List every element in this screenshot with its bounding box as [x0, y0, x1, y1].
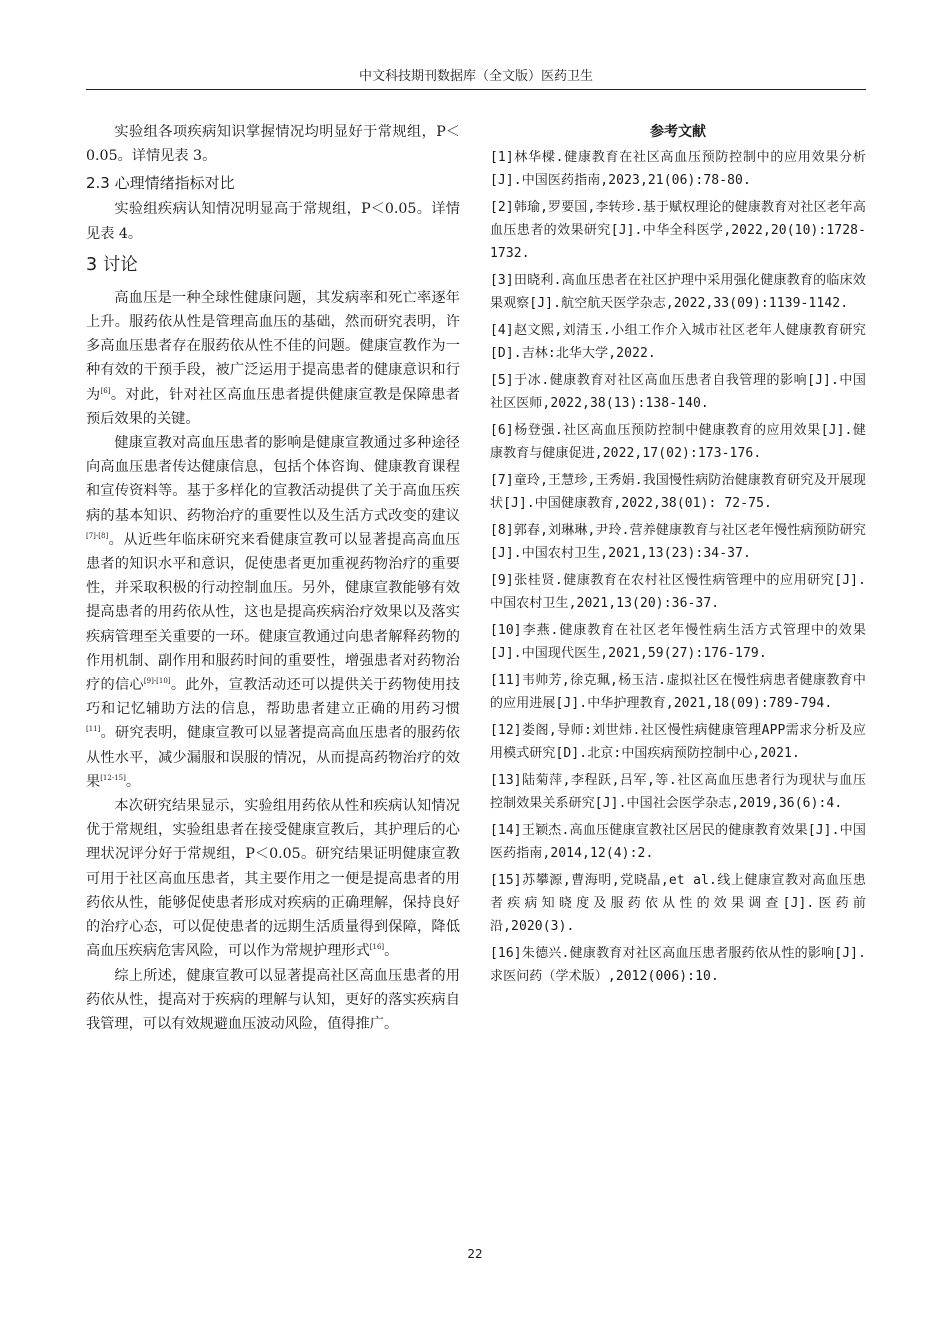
- discussion-paragraph-2: 健康宣教对高血压患者的影响是健康宣教通过多种途径向高血压患者传达健康信息，包括个体咨询、健康教育课程和宣传资料等。基于多样化的宣教活动提供了关于高血压疾病的基本知识、药物治疗的重要性以及生活方式改变的建议[7]-[8]。从近些年临床研究来看健康宣教可以显著提高高血压患者的知识水平和意识，促使患者更加重视药物治疗的重要性，并采取积极的行动控制血压。另外，健康宣教能够有效提高患者的用药依从性，这也是提高疾病治疗效果以及落实疾病管理至关重要的一环。健康宣教通过向患者解释药物的作用机制、副作用和服药时间的重要性，增强患者对药物治疗的信心[9]-[10]。此外，宣教活动还可以提供关于药物使用技巧和记忆辅助方法的信息，帮助患者建立正确的用药习惯[11]。研究表明，健康宣教可以显著提高高血压患者的服药依从性水平，减少漏服和误服的情况，从而提高药物治疗的效果[12-15]。: [86, 435, 460, 790]
- reference-item: [10]李燕.健康教育在社区老年慢性病生活方式管理中的效果[J].中国现代医生,2021,59(27):176-179.: [490, 623, 866, 661]
- discussion-paragraph-3: 本次研究结果显示，实验组用药依从性和疾病认知情况优于常规组，实验组患者在接受健康宣教后，其护理后的心理状况评分好于常规组，P＜0.05。研究结果证明健康宣教可用于社区高血压患者，其主要作用之一便是提高患者的用药依从性，能够促使患者形成对疾病的正确理解，保持良好的治疗心态，可以促使患者的远期生活质量得到保障，降低高血压疾病危害风险，可以作为常规护理形式[16]。: [86, 798, 460, 960]
- reference-item: [8]郭春,刘琳琳,尹玲.营养健康教育与社区老年慢性病预防研究[J].中国农村卫生,2021,13(23):34-37.: [490, 523, 866, 561]
- reference-item: [13]陆菊萍,李程跃,吕军,等.社区高血压患者行为现状与血压控制效果关系研究[J].中国社会医学杂志,2019,36(6):4.: [490, 773, 866, 811]
- discussion-paragraph-1: 高血压是一种全球性健康问题，其发病率和死亡率逐年上升。服药依从性是管理高血压的基础，然而研究表明，许多高血压患者存在服药依从性不佳的问题。健康宣教作为一种有效的干预手段，被广泛运用于提高患者的健康意识和行为[6]。对此，针对社区高血压患者提供健康宣教是保障患者预后效果的关键。: [86, 289, 460, 427]
- header-divider: [86, 89, 866, 90]
- citation: [9]-[10]: [143, 677, 171, 686]
- section-heading-2-3: 2.3 心理情绪指标对比: [86, 174, 235, 193]
- conclusion-paragraph: 综上所述，健康宣教可以显著提高社区高血压患者的用药依从性，提高对于疾病的理解与认知，更好的落实疾病自我管理，可以有效规避血压波动风险，值得推广。: [86, 967, 460, 1032]
- reference-item: [4]赵文熙,刘清玉.小组工作介入城市社区老年人健康教育研究[D].吉林:北华大学,2022.: [490, 323, 866, 361]
- reference-item: [3]田晓利.高血压患者在社区护理中采用强化健康教育的临床效果观察[J].航空航天医学杂志,2022,33(09):1139-1142.: [490, 273, 866, 311]
- references-column: [490, 122, 866, 992]
- citation: [6]: [100, 386, 111, 395]
- reference-item: [16]朱德兴.健康教育对社区高血压患者服药依从性的影响[J].求医问药（学术版）,2012(006):10.: [490, 946, 866, 984]
- reference-item: [12]娄阁,导师:刘世炜.社区慢性病健康管理APP需求分析及应用模式研究[D].北京:中国疾病预防控制中心,2021.: [490, 723, 866, 761]
- section-heading-3: 3 讨论: [86, 254, 138, 275]
- reference-item: [15]苏攀源,曹海明,党晓晶,et al.线上健康宣教对高血压患者疾病知晓度及服药依从性的效果调查[J].医药前沿,2020(3).: [490, 873, 866, 934]
- citation: [12-15]: [100, 773, 126, 782]
- references-title: 参考文献: [650, 124, 706, 140]
- journal-header: 中文科技期刊数据库（全文版）医药卫生: [358, 69, 593, 84]
- reference-item: [11]韦帅芳,徐克珮,杨玉洁.虚拟社区在慢性病患者健康教育中的应用进展[J].中华护理教育,2021,18(09):789-794.: [490, 673, 866, 711]
- reference-item: [6]杨登强.社区高血压预防控制中健康教育的应用效果[J].健康教育与健康促进,2022,17(02):173-176.: [490, 423, 866, 461]
- results-paragraph-1: 实验组各项疾病知识掌握情况均明显好于常规组，P＜0.05。详情见表 3。: [86, 124, 460, 165]
- left-column: [86, 120, 460, 1036]
- reference-item: [9]张桂贤.健康教育在农村社区慢性病管理中的应用研究[J].中国农村卫生,2021,13(20):36-37.: [490, 573, 866, 611]
- citation: [7]-[8]: [86, 531, 109, 540]
- reference-item: [1]林华樑.健康教育在社区高血压预防控制中的应用效果分析[J].中国医药指南,2023,21(06):78-80.: [490, 150, 866, 188]
- reference-item: [14]王颖杰.高血压健康宣教社区居民的健康教育效果[J].中国医药指南,2014,12(4):2.: [490, 823, 866, 861]
- page-number: 22: [467, 1247, 483, 1261]
- results-paragraph-2: 实验组疾病认知情况明显高于常规组，P＜0.05。详情见表 4。: [86, 201, 460, 242]
- reference-item: [7]童玲,王慧珍,王秀娟.我国慢性病防治健康教育研究及开展现状[J].中国健康教育,2022,38(01): 72-75.: [490, 473, 866, 511]
- citation: [16]: [369, 943, 385, 952]
- citation: [11]: [86, 725, 101, 734]
- reference-item: [2]韩瑜,罗要国,李转珍.基于赋权理论的健康教育对社区老年高血压患者的效果研究[J].中华全科医学,2022,20(10):1728-1732.: [490, 200, 866, 261]
- reference-item: [5]于冰.健康教育对社区高血压患者自我管理的影响[J].中国社区医师,2022,38(13):138-140.: [490, 373, 866, 411]
